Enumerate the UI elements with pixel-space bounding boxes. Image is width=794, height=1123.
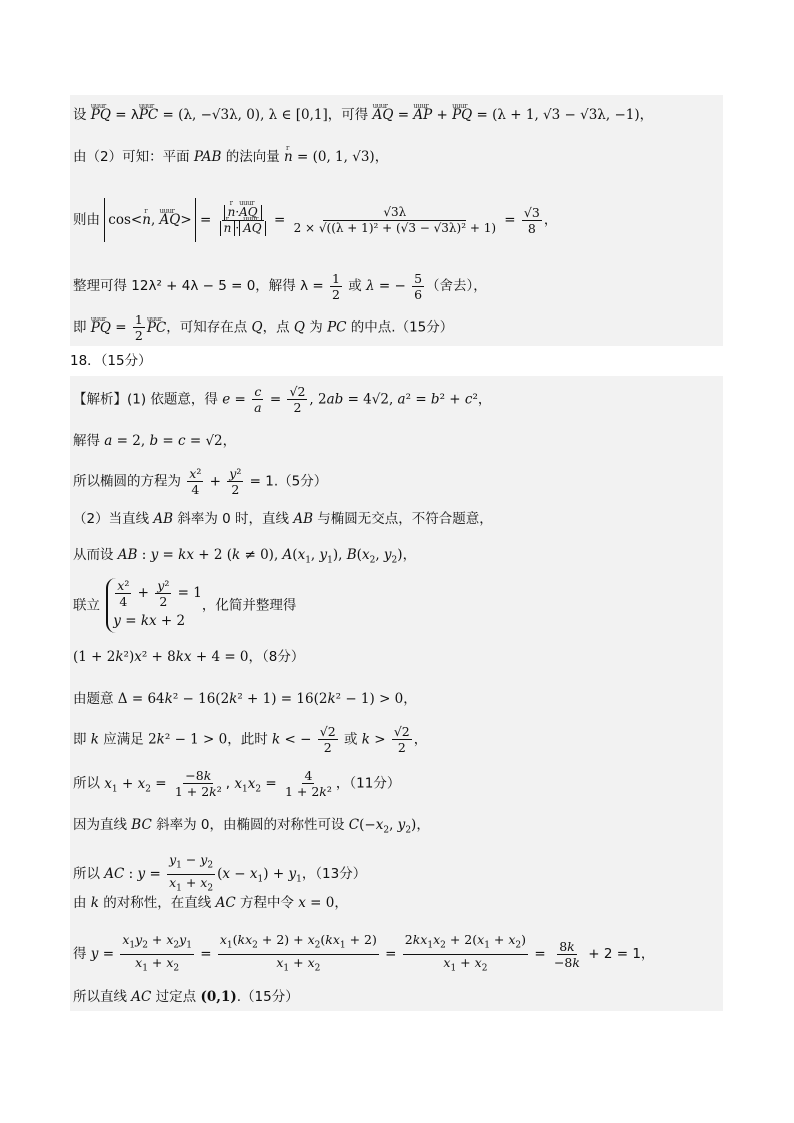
question-number: 18．（15分） [70, 353, 152, 369]
solution-line-11: 从而设 AB : y = kx + 2 (k ≠ 0), $A(x_1$, $y_1$), $B(x_2$, $y_2$)， [73, 547, 417, 566]
solution-line-13: (1 + 2k²)x² + 8kx + 4 = 0，（8分） [73, 649, 305, 665]
solution-line-8: 解得 a = 2, b = c = √2， [73, 433, 237, 449]
solution-line-5: 即 uuur PQ = $\frac{1}{2}$ uuur PC，可知存在点 Q，点 Q 为 PC 的中点.（15分） [73, 312, 453, 343]
solution-line-15: 即 k 应满足 2k² − 1 > 0，此时 k < − $\frac{√2}{2}$ 或 k > $\frac{√2}{2}$ ， [73, 724, 428, 755]
solution-line-17: 因为直线 BC 斜率为 0，由椭圆的对称性可设 $C(-x_2$, $y_2$)， [73, 817, 430, 836]
solution-line-18: 所以 AC : y = $\frac{y_1 - y_2}{x_1 + x_2}$ $(x - x_1) + y_1$，（13分） [73, 852, 367, 893]
solution-line-2: 由（2）可知：平面 PAB 的法向量 r n = (0, 1, √3)， [73, 148, 388, 166]
solution-line-21: 所以直线 AC 过定点 (0,1).（15分） [73, 989, 299, 1005]
solution-line-4: 整理可得 12λ² + 4λ − 5 = 0，解得 λ = $\frac{1}{2}$ 或 λ = − $\frac{5}{6}$ （舍去）， [73, 270, 487, 302]
solution-line-19: 由 k 的对称性，在直线 AC 方程中令 x = 0， [73, 895, 348, 911]
solution-line-20: 得 y = $\frac{x_1y_2 + x_2y_1}{x_1 + x_2}$ = $\frac{x_1(kx_2 + 2) + x_2(kx_1 + 2)}{x_1 + x_2}$ = $\frac{2kx_1x_2 + 2(x_1 + x_2)}{x_1 + x_2}$ = $\frac{8k}{-8k}$ + 2 = 1， [73, 932, 655, 973]
solution-line-12: 联立 $\frac{\text{x²}}{4}$ + $\frac{\text{y²}}{2}$ = 1 y = kx + 2 ，化简并整理得 [73, 578, 296, 633]
solution-line-9: 所以椭圆的方程为 $\frac{\text{x²}}{4}$ + $\frac{\text{y²}}{2}$ = 1.（5分） [73, 466, 328, 497]
solution-line-16: 所以 $x_1 + x_2$ = $\frac{-8k}{\text{1 + 2k²}}$ , $x_1x_2$ = $\frac{4}{\text{1 + 2k²}}$ ，（11分） [73, 768, 401, 799]
solution-line-10: （2）当直线 AB 斜率为 0 时，直线 AB 与椭圆无交点，不符合题意， [73, 511, 493, 527]
solution-line-7: 【解析】(1) 依题意，得 e = $\frac{c}{a}$ = $\frac{√2}{2}$ , 2ab = 4√2, a² = b² + c²， [73, 384, 492, 415]
solution-line-3: 则由 cos<r n, uuur AQ> = r n·uuur AQ r n ·uuur AQ = $\frac{√3\lambda}{\text{2 × √((λ + 1)² + (√3 − √3λ)² + 1)}}$ = $\frac{√3}{8}$ ， [73, 198, 557, 242]
solution-line-1: 设 uuur PQ = λuuur PC = (λ, −√3λ, 0), λ ∈ [0,1]，可得 uuur AQ = uuur AP + uuur PQ = (λ + 1, √3 − √3λ, −1)， [73, 106, 653, 124]
solution-line-14: 由题意 Δ = 64k² − 16(2k² + 1) = 16(2k² − 1) > 0， [73, 691, 417, 707]
